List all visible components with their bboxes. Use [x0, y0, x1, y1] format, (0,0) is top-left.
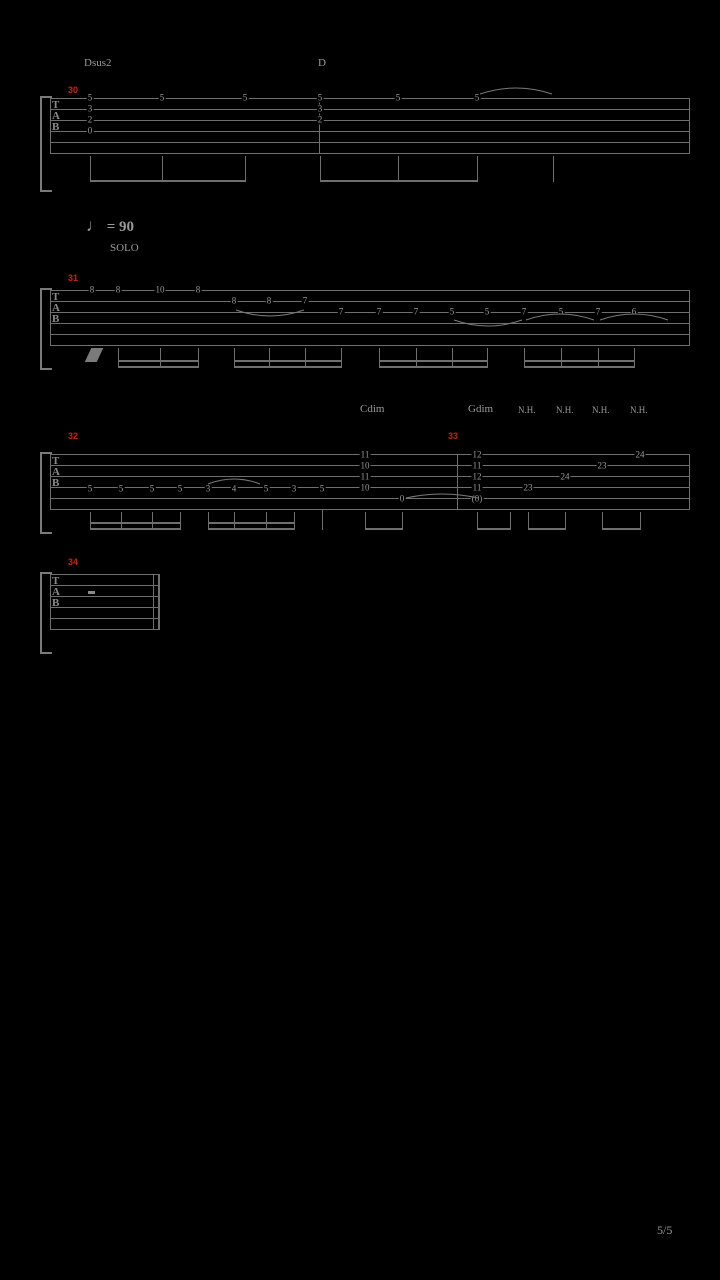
- fret-number: 10: [360, 482, 370, 493]
- fret-number: 11: [472, 482, 482, 493]
- fret-number: 5: [395, 92, 401, 103]
- measure-number: 30: [68, 85, 79, 95]
- fret-number: 5: [319, 483, 325, 494]
- fret-number: 7: [521, 306, 527, 317]
- fret-number: 3: [205, 483, 211, 494]
- system-4: [40, 557, 160, 652]
- whole-rest: [88, 591, 95, 594]
- fret-number: 11: [472, 460, 482, 471]
- tab-clef-a: A: [52, 110, 60, 122]
- fret-number: 3: [291, 483, 297, 494]
- fret-number: 5: [87, 483, 93, 494]
- fret-number: 7: [376, 306, 382, 317]
- fret-number: 5: [449, 306, 455, 317]
- fret-number: 7: [338, 306, 344, 317]
- tab-clef-a: A: [52, 302, 60, 314]
- fret-number: 5: [149, 483, 155, 494]
- tab-clef-b: B: [52, 313, 60, 325]
- measure-number: 33: [448, 431, 459, 441]
- quarter-note-icon: ♩: [86, 216, 103, 235]
- page-number: 5/5: [657, 1223, 673, 1237]
- chord-label: Cdim: [360, 403, 385, 415]
- natural-harmonic-label: N.H.: [556, 405, 574, 415]
- fret-number: 2: [87, 114, 93, 125]
- solo-marking: SOLO: [110, 242, 139, 254]
- tempo-marking: [86, 218, 134, 235]
- fret-number: 5: [263, 483, 269, 494]
- fret-number: 23: [597, 460, 607, 471]
- tab-clef-t: T: [52, 575, 60, 587]
- system-2: [40, 273, 690, 388]
- fret-number: 5: [484, 306, 490, 317]
- fret-number: 5: [159, 92, 165, 103]
- fret-number: 8: [231, 295, 237, 306]
- fret-number: 11: [360, 449, 370, 460]
- fret-number: 5: [558, 306, 564, 317]
- tab-clef-t: T: [52, 291, 60, 303]
- fret-number: 0: [87, 125, 93, 136]
- fret-number: 8: [266, 295, 272, 306]
- measure-number: 32: [68, 431, 79, 441]
- fret-number: 5: [474, 92, 480, 103]
- fret-number: 2: [317, 114, 323, 125]
- fret-number: 10: [155, 284, 165, 295]
- fret-number: 5: [87, 92, 93, 103]
- chord-label: Dsus2: [84, 57, 112, 69]
- fret-number: 3: [317, 103, 323, 114]
- natural-harmonic-label: N.H.: [630, 405, 648, 415]
- fret-number: 24: [635, 449, 645, 460]
- fret-number: 5: [242, 92, 248, 103]
- fret-number: 12: [472, 471, 482, 482]
- fret-number: 8: [115, 284, 121, 295]
- fret-number: 8: [195, 284, 201, 295]
- fret-number: 11: [360, 471, 370, 482]
- fret-number: 24: [560, 471, 570, 482]
- staff: [50, 574, 160, 632]
- tab-clef-t: T: [52, 455, 60, 467]
- tempo-value: = 90: [106, 219, 135, 235]
- tab-clef-b: B: [52, 477, 60, 489]
- fret-number: 12: [472, 449, 482, 460]
- fret-number: 7: [302, 295, 308, 306]
- measure-number: 34: [68, 557, 79, 567]
- tab-clef: [52, 576, 60, 609]
- slur-arcs: [40, 449, 690, 552]
- natural-harmonic-label: N.H.: [592, 405, 610, 415]
- fret-number: 7: [413, 306, 419, 317]
- fret-number: 8: [89, 284, 95, 295]
- fret-number: 5: [118, 483, 124, 494]
- measure-number: 31: [68, 273, 79, 283]
- tab-clef-a: A: [52, 466, 60, 478]
- system-1: [40, 57, 690, 190]
- tie-arc: [40, 80, 690, 190]
- fret-number: 0: [399, 493, 405, 504]
- fret-number: 7: [595, 306, 601, 317]
- tab-clef-a: A: [52, 586, 60, 598]
- tab-clef-b: B: [52, 121, 60, 133]
- fret-number: 3: [87, 103, 93, 114]
- system-3: [40, 403, 690, 552]
- slur-arcs: [40, 284, 690, 388]
- fret-number: 6: [631, 306, 637, 317]
- natural-harmonic-label: N.H.: [518, 405, 536, 415]
- tab-clef-b: B: [52, 597, 60, 609]
- chord-label: D: [318, 57, 326, 69]
- fret-number: 5: [317, 92, 323, 103]
- fret-number: 4: [231, 483, 237, 494]
- fret-number: 5: [177, 483, 183, 494]
- fret-number: (0): [471, 493, 483, 504]
- chord-label: Gdim: [468, 403, 494, 415]
- fret-number: 10: [360, 460, 370, 471]
- final-barline: [158, 574, 160, 629]
- tab-clef-t: T: [52, 99, 60, 111]
- fret-number: 23: [523, 482, 533, 493]
